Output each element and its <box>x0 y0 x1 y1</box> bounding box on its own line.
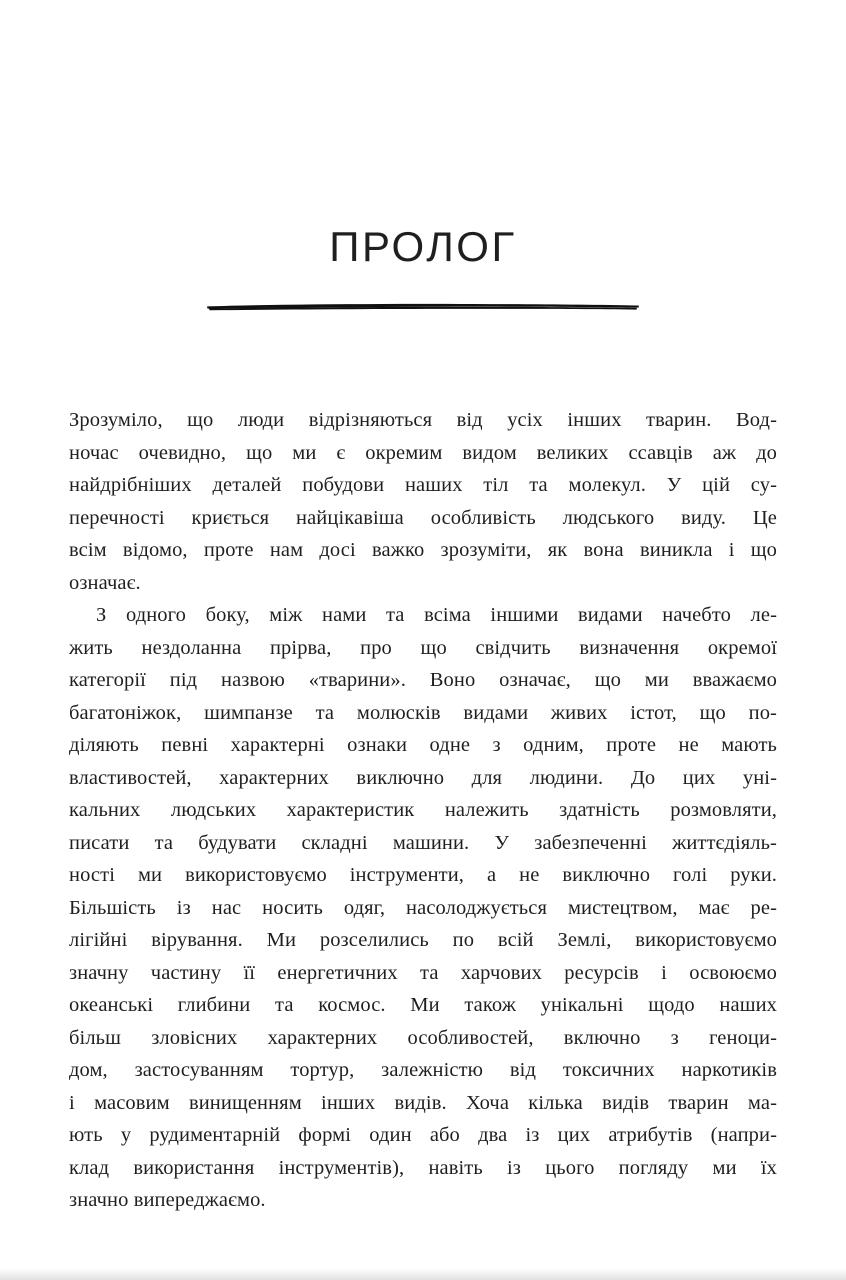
text-line: найдрібніших деталей побудови наших тіл та молекул. У цій су- <box>69 474 777 497</box>
text-line: кальних людських характеристик належить здатність розмовляти, <box>69 799 777 822</box>
text-line: і масовим винищенням інших видів. Хоча кілька видів тварин ма- <box>69 1091 777 1114</box>
decorative-rule <box>205 302 641 312</box>
page-edge-shadow <box>0 1268 846 1280</box>
text-line: більш зловісних характерних особливостей, включно з геноци- <box>69 1026 777 1049</box>
text-line: ності ми використовуємо інструменти, а не виключно голі руки. <box>69 864 777 887</box>
text-line: ють у рудиментарній формі один або два із цих атрибутів (напри- <box>69 1124 777 1147</box>
text-line: океанські глибини та космос. Ми також унікальні щодо наших <box>69 994 777 1017</box>
text-line: лігійні вірування. Ми розселились по всій Землі, використовуємо <box>69 929 777 952</box>
text-line: значну частину її енергетичних та харчових ресурсів і освоюємо <box>69 961 777 984</box>
text-line: писати та будувати складні машини. У забезпеченні життєдіяль- <box>69 831 777 854</box>
text-line: З одного боку, між нами та всіма іншими видами начебто ле- <box>96 604 777 627</box>
text-line: всім відомо, проте нам досі важко зрозуміти, як вона виникла і що <box>69 539 777 562</box>
text-line: клад використання інструментів), навіть із цього погляду ми їх <box>69 1156 777 1179</box>
chapter-title: ПРОЛОГ <box>329 223 517 270</box>
text-line: властивостей, характерних виключно для людини. До цих уні- <box>69 766 777 789</box>
text-line: багатоніжок, шимпанзе та молюсків видами живих істот, що по- <box>69 701 777 724</box>
text-line: категорії під назвою «тварини». Воно означає, що ми вважаємо <box>69 669 777 692</box>
text-line: значно випереджаємо. <box>69 1189 266 1212</box>
text-line: означає. <box>69 571 141 594</box>
text-line: дом, застосуванням тортур, залежністю від токсичних наркотиків <box>69 1059 777 1082</box>
text-line: ночас очевидно, що ми є окремим видом великих ссавців аж до <box>69 441 777 464</box>
text-line: Зрозуміло, що люди відрізняються від усіх інших тварин. Вод- <box>69 409 777 432</box>
text-line: діляють певні характерні ознаки одне з одним, проте не мають <box>69 734 777 757</box>
text-line: жить нездоланна прірва, про що свідчить визначення окремої <box>69 636 777 659</box>
text-line: Більшість із нас носить одяг, насолоджується мистецтвом, має ре- <box>69 896 777 919</box>
text-line: перечності криється найцікавіша особливість людського виду. Це <box>69 506 777 529</box>
body-text <box>69 404 777 1217</box>
